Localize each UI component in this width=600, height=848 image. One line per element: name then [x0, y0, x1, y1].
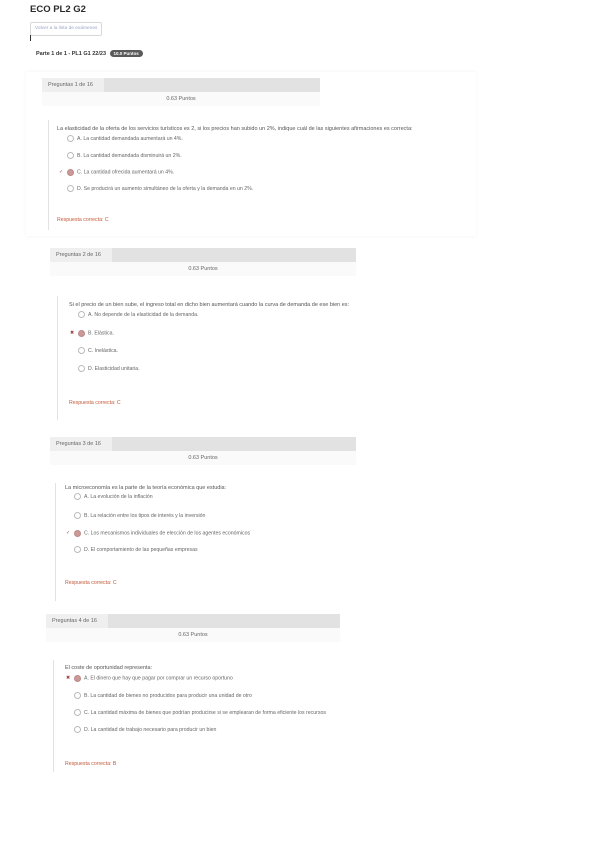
option-a[interactable]	[78, 311, 198, 319]
part-label: Parte 1 de 1 - PL1 G1 22/23	[36, 50, 107, 57]
option-a[interactable]	[66, 674, 233, 682]
option-c[interactable]	[59, 168, 175, 176]
radio-button[interactable]	[78, 365, 85, 372]
question-card-4	[41, 610, 485, 772]
option-a[interactable]	[67, 135, 183, 143]
question-number: Preguntas 3 de 16	[50, 437, 112, 451]
option-c[interactable]	[78, 347, 118, 355]
option-a[interactable]	[74, 493, 153, 501]
question-header	[46, 614, 340, 628]
radio-button-selected[interactable]	[74, 675, 81, 682]
correct-answer: Respuesta correcta: B	[65, 761, 117, 767]
option-d[interactable]	[74, 726, 216, 734]
question-text: La elasticidad de la oferta de los servicios turísticos es 2, si los precios han subido un 2%, indique cuál de las siguientes afirmaciones es correcta:	[57, 126, 413, 132]
question-header	[42, 78, 320, 92]
question-content	[55, 483, 481, 601]
question-header	[50, 248, 356, 262]
radio-button[interactable]	[78, 347, 85, 354]
option-label: B. La cantidad demandada disminuirá un 2%.	[77, 153, 182, 159]
radio-button[interactable]	[74, 512, 81, 519]
question-header	[50, 437, 356, 451]
option-label: D. La cantidad de trabajo necesario para producir un bien	[84, 727, 217, 733]
option-b[interactable]	[70, 329, 114, 337]
radio-button[interactable]	[74, 726, 81, 733]
question-points: 0.63 Puntos	[50, 262, 356, 276]
correct-answer: Respuesta correcta: C	[57, 217, 109, 223]
question-points: 0.63 Puntos	[42, 92, 320, 106]
radio-button-selected[interactable]	[67, 169, 74, 176]
option-label: A. No depende de la elasticidad de la demanda.	[88, 312, 199, 318]
question-card-3	[45, 433, 485, 605]
cross-icon: ✖	[66, 675, 71, 681]
option-label: C. La cantidad máxima de bienes que podrían producirse si se emplearan de forma eficiente los recursos	[84, 710, 326, 716]
question-number: Preguntas 1 de 16	[42, 78, 104, 92]
text-cursor	[30, 35, 31, 41]
option-label: C. Inelástica.	[88, 348, 118, 354]
question-points: 0.63 Puntos	[50, 451, 356, 465]
radio-button-selected[interactable]	[74, 530, 81, 537]
option-b[interactable]	[74, 692, 252, 700]
page-title: ECO PL2 G2	[30, 4, 86, 15]
radio-button[interactable]	[74, 546, 81, 553]
option-label: C. Los mecanismos individuales de elección de los agentes económicos	[84, 530, 251, 537]
correct-answer: Respuesta correcta: C	[65, 580, 117, 586]
option-label: C. La cantidad ofrecida aumentará un 4%.	[77, 169, 175, 176]
points-badge: 10.0 Puntos	[110, 50, 143, 57]
option-label: D. El comportamiento de las pequeñas empresas	[84, 547, 198, 553]
option-d[interactable]	[67, 185, 253, 193]
question-card-1	[26, 72, 476, 236]
option-label: A. La evolución de la inflación	[84, 494, 153, 500]
back-to-exams-button[interactable]: Volver a la lista de exámenes	[30, 22, 102, 36]
check-icon: ✓	[66, 530, 71, 536]
question-content	[57, 296, 468, 420]
radio-button[interactable]	[74, 709, 81, 716]
option-d[interactable]	[74, 546, 198, 554]
check-icon: ✓	[59, 169, 64, 175]
question-number: Preguntas 4 de 16	[46, 614, 108, 628]
option-label: D. Elasticidad unitaria.	[88, 366, 140, 372]
radio-button[interactable]	[67, 185, 74, 192]
radio-button[interactable]	[67, 152, 74, 159]
question-card-2	[45, 244, 475, 424]
part-line	[36, 50, 143, 57]
question-text: La microeconomía es la parte de la teoría económica que estudia:	[65, 485, 227, 491]
question-content	[48, 120, 469, 230]
question-content	[53, 660, 479, 772]
option-c[interactable]	[74, 709, 326, 717]
option-d[interactable]	[78, 365, 140, 373]
option-label: B. Elástica.	[88, 330, 114, 337]
option-label: B. La relación entre los tipos de interés y la inversión	[84, 513, 206, 519]
option-b[interactable]	[74, 512, 205, 520]
radio-button[interactable]	[74, 692, 81, 699]
correct-answer: Respuesta correcta: C	[69, 400, 121, 406]
radio-button[interactable]	[67, 135, 74, 142]
option-b[interactable]	[67, 152, 182, 160]
option-c[interactable]	[66, 529, 251, 537]
option-label: A. La cantidad demandada aumentará un 4%.	[77, 136, 183, 142]
radio-button[interactable]	[78, 311, 85, 318]
question-text: Si el precio de un bien sube, el ingreso total en dicho bien aumentará cuando la curva de demanda de ese bien es:	[69, 302, 350, 308]
option-label: D. Se producirá un aumento simultáneo de la oferta y la demanda en un 2%.	[77, 186, 254, 192]
option-label: A. El dinero que hay que pagar por comprar un recurso oportuno	[84, 675, 233, 682]
radio-button-selected[interactable]	[78, 330, 85, 337]
cross-icon: ✖	[70, 330, 75, 336]
option-label: B. La cantidad de bienes no producidos para producir una unidad de otro	[84, 693, 252, 699]
question-text: El coste de oportunidad representa:	[65, 665, 153, 671]
question-number: Preguntas 2 de 16	[50, 248, 112, 262]
radio-button[interactable]	[74, 493, 81, 500]
question-points: 0.63 Puntos	[46, 628, 340, 642]
